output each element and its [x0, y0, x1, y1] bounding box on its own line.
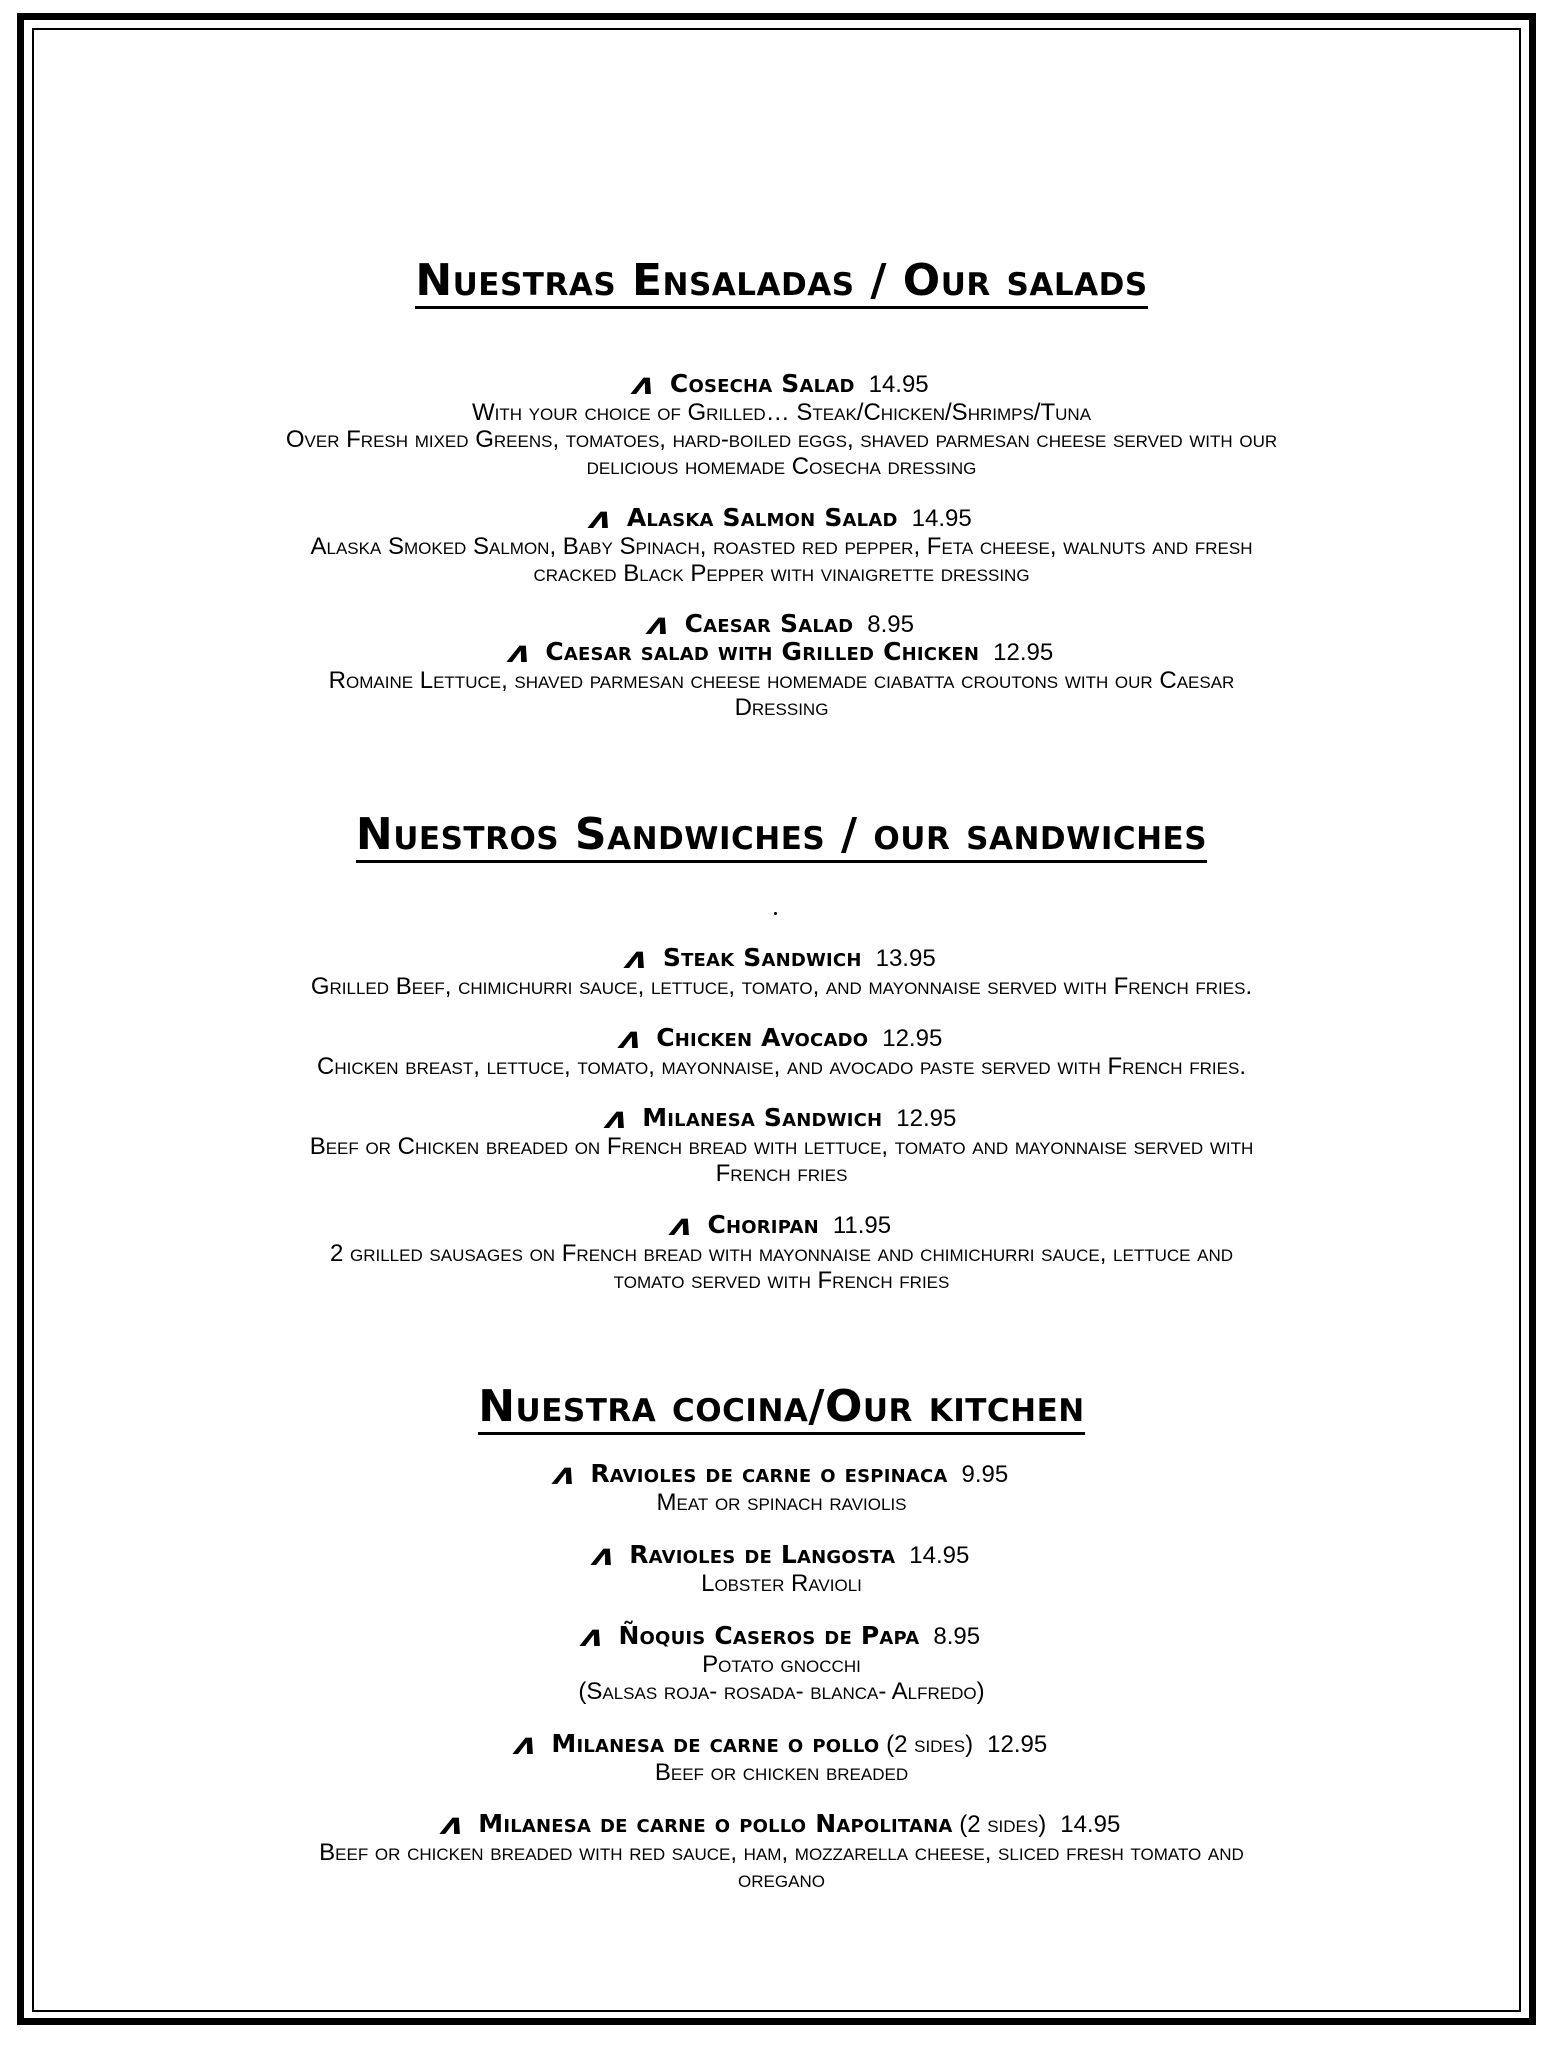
section-title-kitchen: Nuestra cocina/Our kitchen: [478, 1384, 1085, 1435]
item-name: Steak Sandwich: [662, 943, 862, 972]
item-price: 13.95: [875, 945, 936, 972]
item-price: 12.95: [896, 1105, 957, 1132]
salads-section: [60, 255, 1503, 309]
item-description: Meat or spinach raviolis: [656, 1489, 907, 1516]
item-mark-icon: ʌ: [587, 501, 615, 536]
item-name: Cosecha Salad: [669, 369, 855, 398]
item-mark-icon: ʌ: [579, 1619, 607, 1654]
item-name: Milanesa Sandwich: [642, 1103, 883, 1132]
item-description: tomato served with French fries: [613, 1267, 950, 1294]
item-description: oregano: [738, 1866, 825, 1893]
item-mark-icon: ʌ: [668, 1208, 696, 1243]
item-mark-icon: ʌ: [590, 1538, 617, 1573]
item-description: 2 grilled sausages on French bread with mayonnaise and chimichurri sauce, lettuce and: [329, 1240, 1234, 1267]
menu-item-milanesa-sandwich: [60, 1101, 1503, 1187]
menu-item-steak-sandwich: [60, 941, 1503, 1000]
menu-item-alaska-salmon-salad: [60, 501, 1503, 587]
item-price: 12.95: [987, 1731, 1048, 1758]
item-description: Beef or chicken breaded: [654, 1759, 909, 1786]
item-price: 14.95: [1060, 1811, 1121, 1838]
item-price: 8.95: [933, 1623, 981, 1650]
section-title-sandwiches: Nuestros Sandwiches / our sandwiches: [356, 812, 1207, 863]
item-name: Milanesa de carne o pollo Napolitana: [478, 1809, 953, 1838]
item-name: Caesar Salad: [684, 609, 854, 638]
menu-item-milanesa: [60, 1727, 1503, 1786]
item-price: 12.95: [882, 1025, 943, 1052]
sandwiches-section: [60, 809, 1503, 863]
stray-dot: [774, 912, 777, 915]
item-description: Romaine Lettuce, shaved parmesan cheese homemade ciabatta croutons with our Caesar: [328, 667, 1235, 694]
item-description: cracked Black Pepper with vinaigrette dressing: [533, 560, 1030, 587]
item-price: 14.95: [868, 371, 929, 398]
item-mark-icon: ʌ: [623, 941, 651, 976]
item-description: Beef or Chicken breaded on French bread with lettuce, tomato and mayonnaise served with: [309, 1133, 1254, 1160]
item-price: 8.95: [867, 611, 914, 638]
item-name: Milanesa de carne o pollo: [551, 1729, 880, 1758]
menu-item-cosecha-salad: [60, 367, 1503, 480]
item-mark-icon: ʌ: [630, 367, 658, 402]
item-mark-icon: ʌ: [439, 1807, 467, 1842]
item-mark-icon: ʌ: [551, 1457, 579, 1492]
item-name: Choripan: [707, 1210, 819, 1239]
item-mark-icon: ʌ: [506, 635, 534, 670]
item-mark-icon: ʌ: [645, 607, 673, 642]
item-extra: (2 sides): [959, 1811, 1047, 1838]
item-description: Beef or chicken breaded with red sauce, ham, mozzarella cheese, sliced fresh tomato and: [319, 1839, 1244, 1866]
item-description: French fries: [715, 1160, 848, 1187]
menu-item-ravioles-langosta: [60, 1538, 1503, 1597]
item-name: Ravioles de carne o espinaca: [590, 1459, 948, 1488]
item-name: Chicken Avocado: [656, 1023, 869, 1052]
menu-item-ravioles-carne: [60, 1457, 1503, 1516]
kitchen-section: [60, 1381, 1503, 1435]
item-name: Alaska Salmon Salad: [626, 503, 898, 532]
menu-item-choripan: [60, 1208, 1503, 1294]
item-description: Potato gnocchi: [702, 1651, 861, 1678]
item-extra: (2 sides): [886, 1731, 974, 1758]
item-description: With your choice of Grilled… Steak/Chicken/Shrimps/Tuna: [471, 399, 1092, 426]
item-description: Over Fresh mixed Greens, tomatoes, hard-boiled eggs, shaved parmesan cheese served with our: [285, 426, 1278, 453]
item-price: 12.95: [993, 639, 1054, 666]
item-price: 9.95: [961, 1461, 1009, 1488]
item-mark-icon: ʌ: [512, 1727, 540, 1762]
item-description: (Salsas roja- rosada- blanca- Alfredo): [578, 1678, 985, 1705]
item-mark-icon: ʌ: [617, 1021, 645, 1056]
item-name: Ravioles de Langosta: [629, 1540, 896, 1569]
menu-item-caesar-grilled-chicken: [60, 635, 1503, 721]
item-description: Chicken breast, lettuce, tomato, mayonnaise, and avocado paste served with French fries.: [317, 1053, 1246, 1080]
item-description: Dressing: [734, 694, 829, 721]
menu-item-noquis: [60, 1619, 1503, 1705]
item-price: 11.95: [832, 1212, 892, 1239]
item-name: Ñoquis Caseros de Papa: [618, 1621, 920, 1650]
menu-item-chicken-avocado: [60, 1021, 1503, 1080]
item-mark-icon: ʌ: [603, 1101, 630, 1136]
menu-item-milanesa-napolitana: [60, 1807, 1503, 1893]
item-description: delicious homemade Cosecha dressing: [586, 453, 977, 480]
menu-item-caesar-salad: [60, 607, 1503, 642]
item-description: Alaska Smoked Salmon, Baby Spinach, roasted red pepper, Feta cheese, walnuts and fresh: [310, 533, 1253, 560]
item-price: 14.95: [911, 505, 972, 532]
menu-page: [60, 0, 1503, 2048]
item-name: Caesar salad with Grilled Chicken: [545, 637, 980, 666]
item-description: Lobster Ravioli: [701, 1570, 862, 1597]
item-price: 14.95: [909, 1542, 970, 1569]
section-title-salads: Nuestras Ensaladas / Our salads: [415, 258, 1147, 309]
item-description: Grilled Beef, chimichurri sauce, lettuce, tomato, and mayonnaise served with French fries.: [310, 973, 1253, 1000]
